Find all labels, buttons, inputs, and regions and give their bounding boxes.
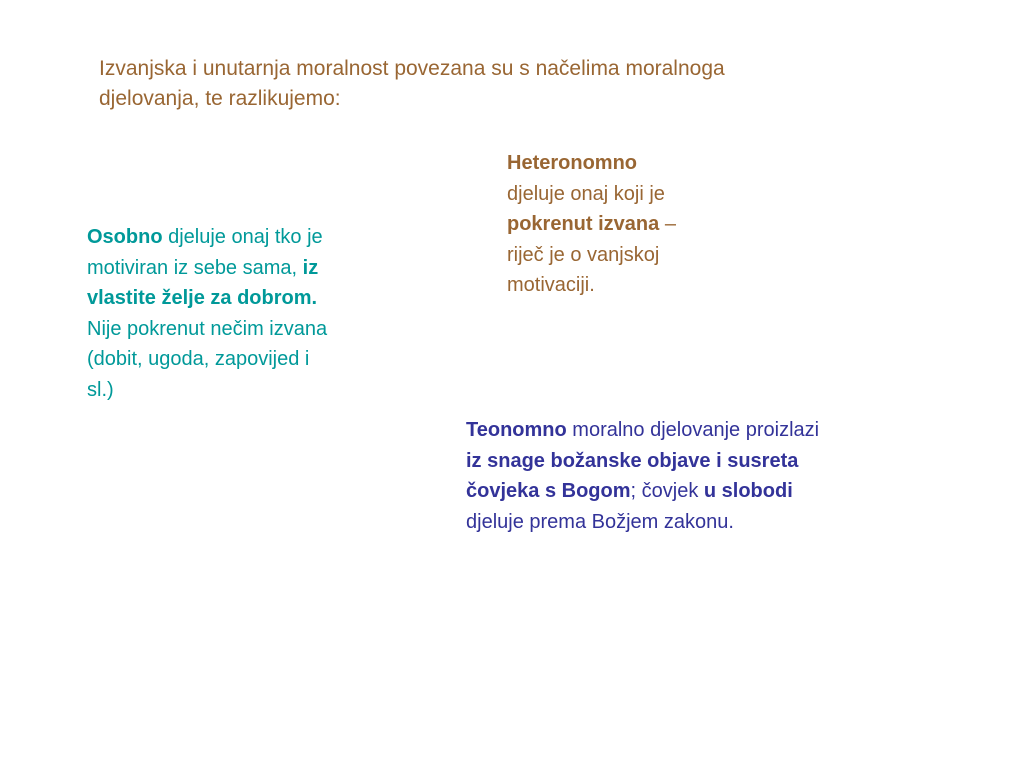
osobno-term: Osobno bbox=[87, 226, 163, 248]
heteronomno-text-1: djeluje onaj koji je bbox=[507, 182, 665, 205]
teonomno-term: Teonomno bbox=[466, 419, 567, 441]
intro-line-1: Izvanjska i unutarnja moralnost povezana su s načelima moralnoga bbox=[99, 57, 725, 80]
intro-text bbox=[99, 54, 899, 114]
osobno-text-2: Nije pokrenut nečim izvana (dobit, ugoda, zapovijed i sl.) bbox=[87, 317, 328, 401]
osobno-bold-1: iz vlastite želje za dobrom. bbox=[87, 256, 319, 309]
osobno-text-1: djeluje onaj tko je motiviran iz sebe sama, bbox=[87, 226, 323, 279]
teonomno-bold-2: u slobodi bbox=[703, 480, 793, 502]
teonomno-block bbox=[466, 415, 836, 537]
heteronomno-block bbox=[507, 148, 687, 301]
teonomno-text-2: ; čovjek bbox=[630, 480, 704, 502]
teonomno-text-3: djeluje prema Božjem zakonu. bbox=[466, 510, 734, 533]
teonomno-bold-1: iz snage božanske objave i susreta čovjeka s Bogom bbox=[466, 449, 799, 502]
heteronomno-bold-1: pokrenut izvana bbox=[507, 213, 660, 235]
teonomno-text-1: moralno djelovanje proizlazi bbox=[566, 419, 820, 441]
intro-line-2: djelovanja, te razlikujemo: bbox=[99, 87, 341, 110]
osobno-block bbox=[87, 222, 337, 405]
heteronomno-term: Heteronomno bbox=[507, 152, 637, 174]
heteronomno-text-2: – riječ je o vanjskoj motivaciji. bbox=[507, 213, 676, 296]
